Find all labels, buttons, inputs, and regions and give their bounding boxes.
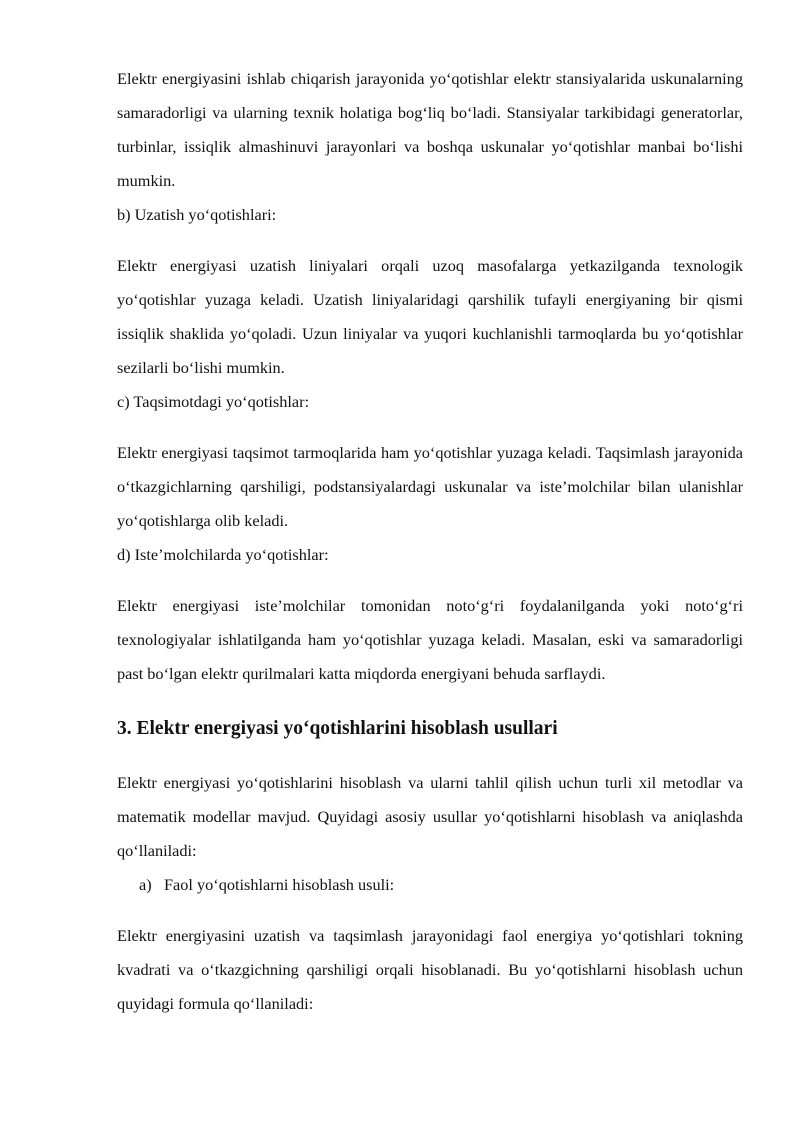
paragraph-distribution-losses: Elektr energiyasi taqsimot tarmoqlarida ham yo‘qotishlar yuzaga keladi. Taqsimlash jarayonida o‘tkazgichlarning qarshiligi, podstansiyalardagi uskunalar va iste’molchilar bilan ulanishlar yo‘qotishlarga olib keladi. xyxy=(117,443,743,530)
paragraph-production-losses: Elektr energiyasini ishlab chiqarish jarayonida yo‘qotishlar elektr stansiyalarida uskunalarning samaradorligi va ularning texnik holatiga bog‘liq bo‘ladi. Stansiyalar tarkibidagi generatorlar, turbinlar, issiqlik almashinuvi jarayonlari va boshqa uskunalar yo‘qotishlar manbai bo‘lishi mumkin. xyxy=(117,69,743,190)
list-marker: a) xyxy=(139,875,152,894)
section-heading: 3. Elektr energiyasi yo‘qotishlarini hisoblash usullari xyxy=(117,718,558,739)
subheading-consumer-losses: d) Iste’molchilarda yo‘qotishlar: xyxy=(117,545,329,564)
document-page xyxy=(117,62,743,1021)
paragraph-transmission-losses: Elektr energiyasi uzatish liniyalari orqali uzoq masofalarga yetkazilganda texnologik yo‘qotishlar yuzaga keladi. Uzatish liniyalaridagi qarshilik tufayli energiyaning bir qismi issiqlik shaklida yo‘qoladi. Uzun liniyalar va yuqori kuchlanishli tarmoqlarda bu yo‘qotishlar sezilarli bo‘lishi mumkin. xyxy=(117,256,743,377)
paragraph-calculation-methods: Elektr energiyasi yo‘qotishlarini hisoblash va ularni tahlil qilish uchun turli xil metodlar va matematik modellar mavjud. Quyidagi asosiy usullar yo‘qotishlarni hisoblash va aniqlashda qo‘llaniladi: xyxy=(117,773,743,860)
list-item-active-losses xyxy=(117,868,743,902)
paragraph-active-losses: Elektr energiyasini uzatish va taqsimlash jarayonidagi faol energiya yo‘qotishlari tokning kvadrati va o‘tkazgichning qarshiligi orqali hisoblanadi. Bu yo‘qotishlarni hisoblash uchun quyidagi formula qo‘llaniladi: xyxy=(117,926,743,1013)
paragraph-consumer-losses: Elektr energiyasi iste’molchilar tomonidan noto‘g‘ri foydalanilganda yoki noto‘g‘ri texnologiyalar ishlatilganda ham yo‘qotishlar yuzaga keladi. Masalan, eski va samaradorligi past bo‘lgan elektr qurilmalari katta miqdorda energiyani behuda sarflaydi. xyxy=(117,596,743,683)
subheading-transmission-losses: b) Uzatish yo‘qotishlari: xyxy=(117,205,277,224)
list-item-text: Faol yo‘qotishlarni hisoblash usuli: xyxy=(164,875,395,894)
subheading-distribution-losses: c) Taqsimotdagi yo‘qotishlar: xyxy=(117,392,310,411)
